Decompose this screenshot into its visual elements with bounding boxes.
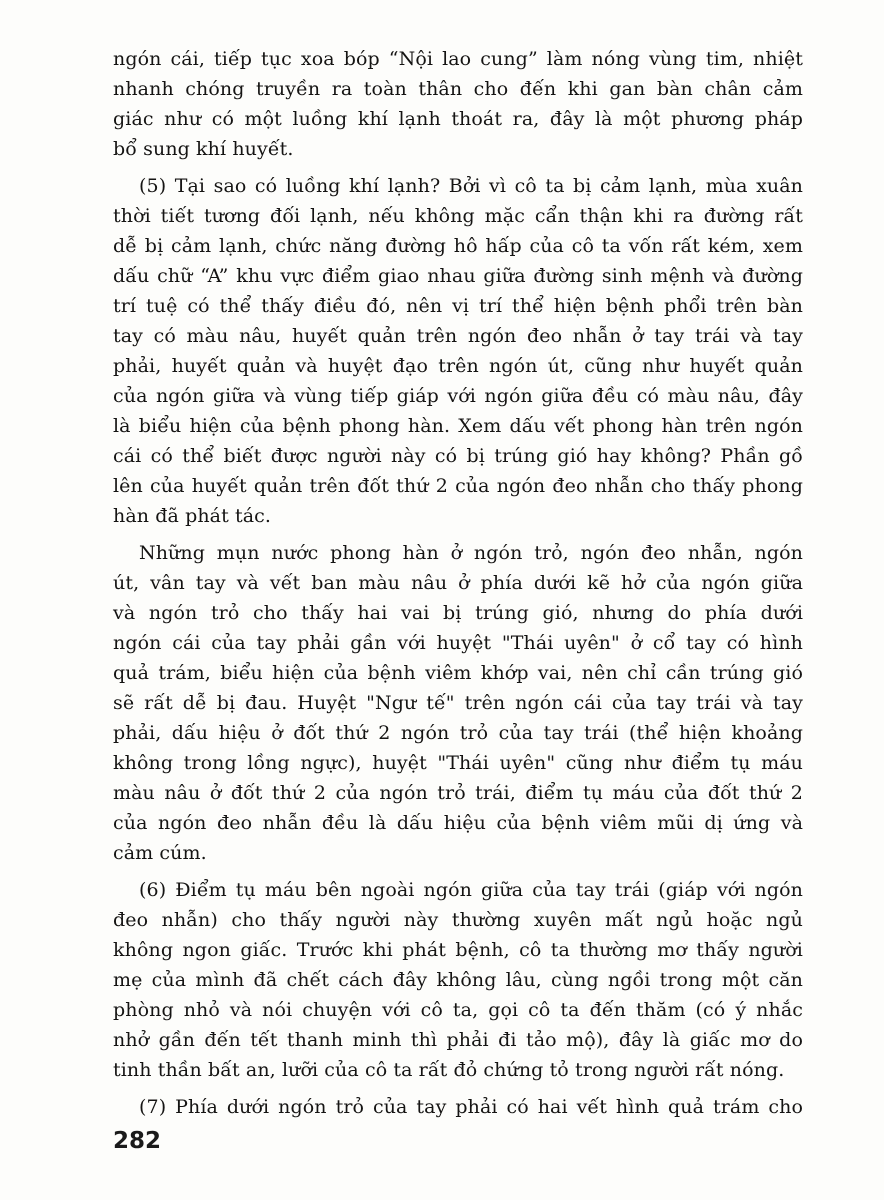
text-line: (5) Tại sao có luồng khí lạnh? Bởi vì cô ta bị cảm lạnh, mùa xuân: [139, 175, 803, 197]
text-line: giác như có một luồng khí lạnh thoát ra, đây là một phương pháp: [113, 108, 803, 130]
text-line: út, vân tay và vết ban màu nâu ở phía dưới kẽ hở của ngón giữa: [113, 572, 803, 594]
text-line: màu nâu ở đốt thứ 2 của ngón trỏ trái, điểm tụ máu của đốt thứ 2: [113, 782, 803, 804]
paragraph: [113, 538, 803, 868]
text-line: tay có màu nâu, huyết quản trên ngón đeo nhẫn ở tay trái và tay: [113, 325, 803, 347]
text-line: đeo nhẫn) cho thấy người này thường xuyên mất ngủ hoặc ngủ: [113, 909, 803, 931]
paragraph: [113, 44, 803, 164]
text-line: là biểu hiện của bệnh phong hàn. Xem dấu vết phong hàn trên ngón: [113, 415, 803, 437]
text-line: sẽ rất dễ bị đau. Huyệt "Ngư tế" trên ngón cái của tay trái và tay: [113, 692, 803, 714]
text-line: trí tuệ có thể thấy điều đó, nên vị trí thể hiện bệnh phổi trên bàn: [113, 295, 803, 317]
text-line: dễ bị cảm lạnh, chức năng đường hô hấp của cô ta vốn rất kém, xem: [113, 235, 803, 257]
text-line: hàn đã phát tác.: [113, 505, 272, 527]
text-line: phải, huyết quản và huyệt đạo trên ngón út, cũng như huyết quản: [113, 355, 803, 377]
text-line: không trong lồng ngực), huyệt "Thái uyên" cũng như điểm tụ máu: [113, 752, 803, 774]
text-line: mẹ của mình đã chết cách đây không lâu, cùng ngồi trong một căn: [113, 969, 803, 991]
text-line: phòng nhỏ và nói chuyện với cô ta, gọi cô ta đến thăm (có ý nhắc: [113, 999, 803, 1021]
text-line: tinh thần bất an, lưỡi của cô ta rất đỏ chứng tỏ trong người rất nóng.: [113, 1059, 785, 1081]
text-line: dấu chữ “A” khu vực điểm giao nhau giữa đường sinh mệnh và đường: [113, 265, 803, 287]
text-line: quả trám, biểu hiện của bệnh viêm khớp vai, nên chỉ cần trúng gió: [113, 662, 803, 684]
text-line: (7) Phía dưới ngón trỏ của tay phải có hai vết hình quả trám cho: [139, 1096, 803, 1118]
text-line: ngón cái của tay phải gần với huyệt "Thái uyên" ở cổ tay có hình: [113, 632, 803, 654]
text-line: ngón cái, tiếp tục xoa bóp “Nội lao cung” làm nóng vùng tim, nhiệt: [113, 48, 803, 70]
text-line: cái có thể biết được người này có bị trúng gió hay không? Phần gồ: [113, 445, 803, 467]
text-line: nhở gần đến tết thanh minh thì phải đi tảo mộ), đây là giấc mơ do: [113, 1029, 803, 1051]
paragraph: [113, 875, 803, 1085]
text-line: phải, dấu hiệu ở đốt thứ 2 ngón trỏ của tay trái (thể hiện khoảng: [113, 722, 803, 744]
text-line: lên của huyết quản trên đốt thứ 2 của ngón đeo nhẫn cho thấy phong: [113, 475, 803, 497]
text-line: của ngón đeo nhẫn đều là dấu hiệu của bệnh viêm mũi dị ứng và: [113, 812, 803, 834]
text-line: không ngon giấc. Trước khi phát bệnh, cô ta thường mơ thấy người: [113, 939, 803, 961]
paragraph: [113, 171, 803, 531]
paragraph: [113, 1092, 803, 1122]
text-line: bổ sung khí huyết.: [113, 138, 294, 160]
text-line: (6) Điểm tụ máu bên ngoài ngón giữa của tay trái (giáp với ngón: [139, 879, 803, 901]
text-line: của ngón giữa và vùng tiếp giáp với ngón giữa đều có màu nâu, đây: [113, 385, 803, 407]
text-line: Những mụn nước phong hàn ở ngón trỏ, ngón đeo nhẫn, ngón: [139, 542, 803, 564]
text-line: thời tiết tương đối lạnh, nếu không mặc cẩn thận khi ra đường rất: [113, 205, 803, 227]
text-line: và ngón trỏ cho thấy hai vai bị trúng gió, nhưng do phía dưới: [113, 602, 803, 624]
text-line: nhanh chóng truyền ra toàn thân cho đến khi gan bàn chân cảm: [113, 78, 803, 100]
text-block: [113, 44, 803, 1122]
page-number: 282: [113, 1128, 162, 1154]
text-line: cảm cúm.: [113, 842, 207, 864]
